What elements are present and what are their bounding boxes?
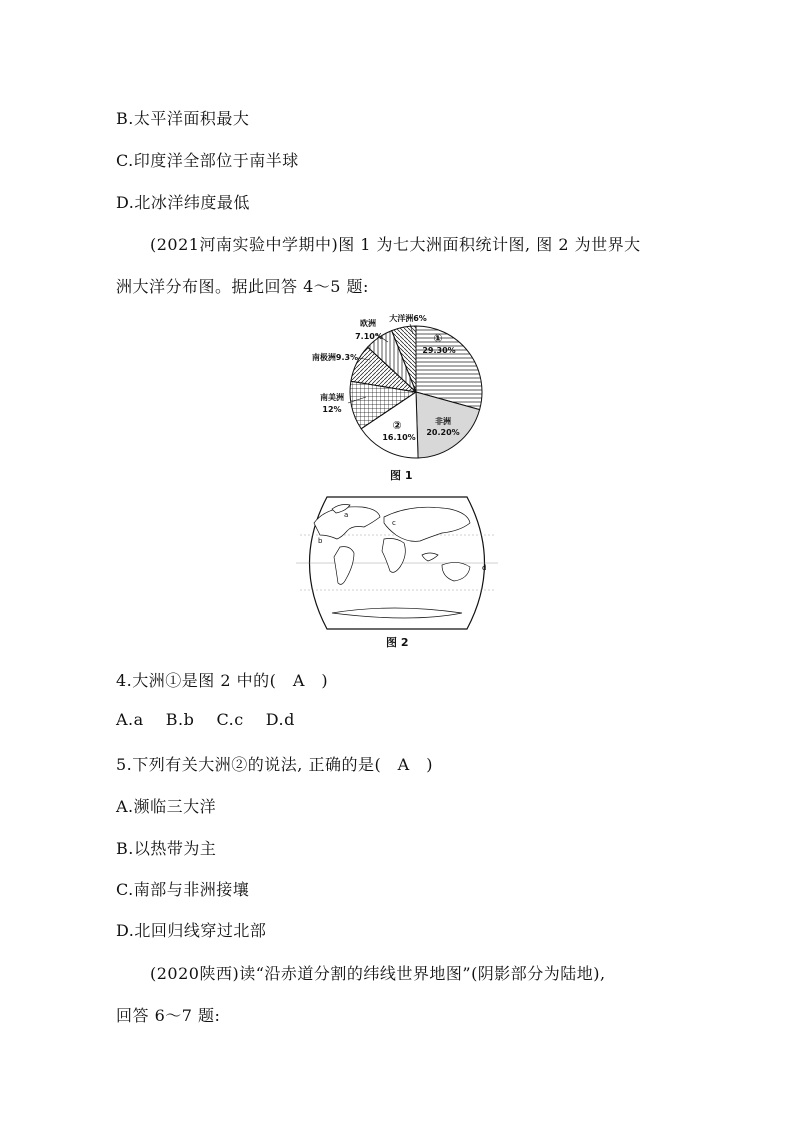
south-america-value: 12% (322, 405, 342, 414)
question-5: 5.下列有关大洲②的说法, 正确的是( A ) (116, 755, 433, 774)
option-c-indian: C.印度洋全部位于南半球 (116, 151, 299, 170)
question-4: 4.大洲①是图 2 中的( A ) (116, 671, 329, 690)
question-5-option-d: D.北回归线穿过北部 (116, 921, 267, 940)
map-label-b: b (318, 537, 323, 545)
map-label-a: a (344, 511, 349, 519)
africa-value: 20.20% (426, 428, 460, 437)
figure2-caption: 图 2 (386, 636, 409, 649)
option-d-arctic: D.北冰洋纬度最低 (116, 193, 250, 212)
slice2-marker: ② (392, 419, 402, 432)
question-5-option-a: A.濒临三大洋 (116, 797, 217, 816)
question-5-option-b: B.以热带为主 (116, 839, 217, 858)
oceania-label: 大洋洲6% (389, 314, 427, 323)
intro-paragraph-line1: (2021河南实验中学期中)图 1 为七大洲面积统计图, 图 2 为世界大 (150, 235, 641, 254)
question-4-options: A.a B.b C.c D.d (116, 710, 295, 729)
next-intro-line2: 回答 6～7 题: (116, 1006, 221, 1025)
south-america-label: 南美洲 (320, 393, 344, 402)
map-label-c: c (392, 519, 396, 527)
pie-slices (350, 326, 482, 458)
slice1-marker: ① (433, 332, 443, 345)
next-intro-line1: (2020陕西)读“沿赤道分割的纬线世界地图”(阴影部分为陆地), (150, 964, 606, 983)
europe-value: 7.10% (355, 332, 383, 341)
question-5-option-c: C.南部与非洲接壤 (116, 880, 250, 899)
slice1-value: 29.30% (422, 346, 456, 355)
option-b-pacific: B.太平洋面积最大 (116, 109, 250, 128)
slice2-value: 16.10% (382, 433, 416, 442)
intro-paragraph-line2: 洲大洋分布图。据此回答 4～5 题: (116, 277, 369, 296)
map-label-d: d (482, 564, 487, 572)
figure1-caption: 图 1 (390, 469, 413, 482)
europe-label: 欧洲 (360, 319, 376, 328)
continent-area-pie-chart (300, 308, 500, 468)
antarctica-label: 南极洲9.3% (311, 353, 359, 362)
africa-label: 非洲 (435, 417, 451, 426)
world-map (292, 495, 502, 631)
